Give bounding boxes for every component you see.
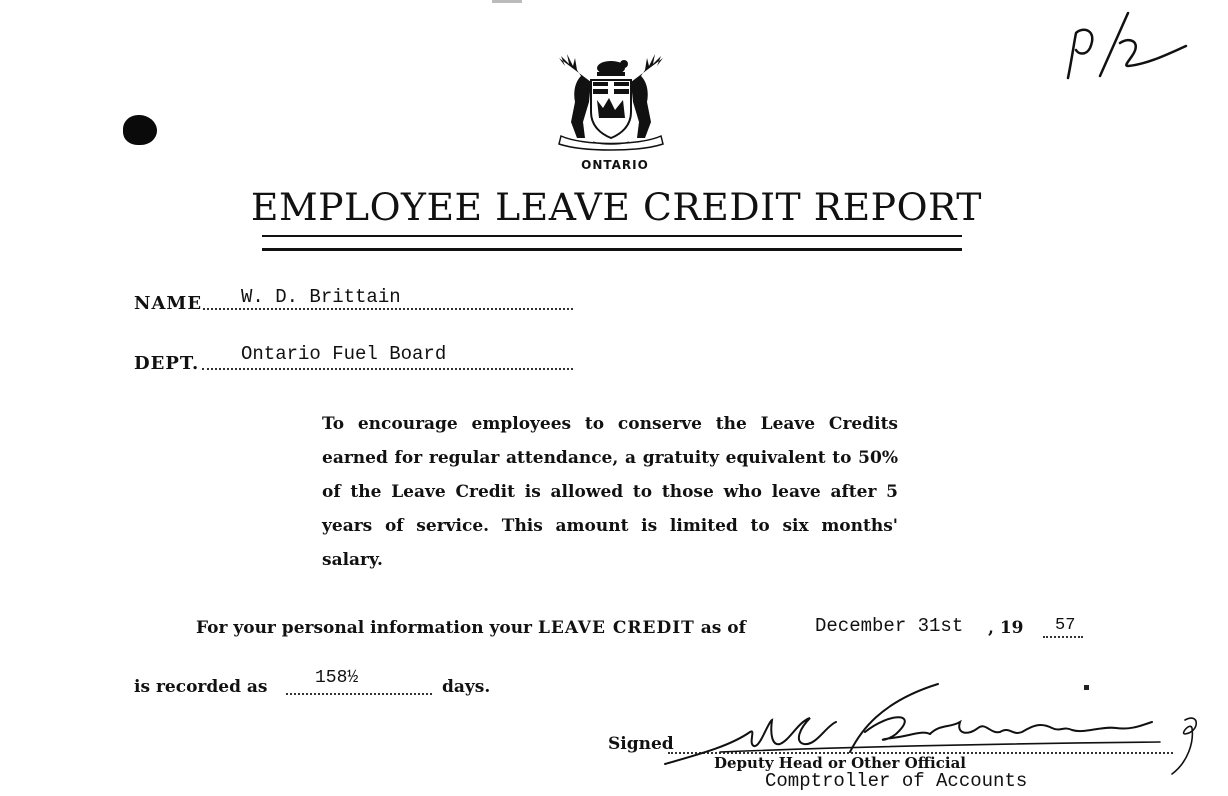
leave-credit-keyword: LEAVE CREDIT	[537, 618, 695, 638]
scan-mark	[492, 0, 522, 3]
ink-speck	[1084, 685, 1089, 690]
year-prefix: , 19	[988, 618, 1024, 638]
dept-label: DEPT.	[134, 353, 200, 374]
leave-credit-intro	[196, 618, 746, 638]
dept-dotted-line	[202, 368, 573, 370]
title-rule-thick	[262, 248, 962, 251]
year-dotted-line	[1043, 636, 1083, 638]
province-name: ONTARIO	[581, 158, 649, 172]
days-label: days.	[442, 677, 491, 697]
year-value: 57	[1055, 616, 1076, 635]
name-value: W. D. Brittain	[241, 286, 401, 308]
handwritten-initials	[1058, 8, 1198, 88]
ontario-coat-of-arms-icon	[553, 52, 669, 154]
leave-credit-intro-text: For your personal information your	[196, 618, 533, 638]
typed-title: Comptroller of Accounts	[765, 770, 1028, 792]
handwritten-signature	[660, 682, 1205, 782]
notice-paragraph: To encourage employees to conserve the Leave Credits earned for regular attendance, a gratuity equivalent to 50% of the Leave Credit is allowed to those who leave after 5 years of service. This amount is limited to six months' salary.	[322, 414, 898, 570]
days-dotted-line	[286, 693, 432, 695]
title-rule-thin	[262, 235, 962, 237]
dept-value: Ontario Fuel Board	[241, 343, 447, 365]
days-value: 158½	[315, 668, 359, 688]
official-label: Deputy Head or Other Official	[714, 754, 966, 772]
as-of-label: as of	[700, 618, 746, 638]
recorded-as-label: is recorded as	[134, 677, 268, 697]
name-dotted-line	[203, 308, 573, 310]
credit-date-value: December 31st	[815, 615, 964, 637]
page-title: EMPLOYEE LEAVE CREDIT REPORT	[250, 186, 982, 229]
name-label: NAME	[134, 293, 203, 314]
signed-label: Signed	[608, 734, 674, 754]
punch-hole	[123, 115, 157, 145]
